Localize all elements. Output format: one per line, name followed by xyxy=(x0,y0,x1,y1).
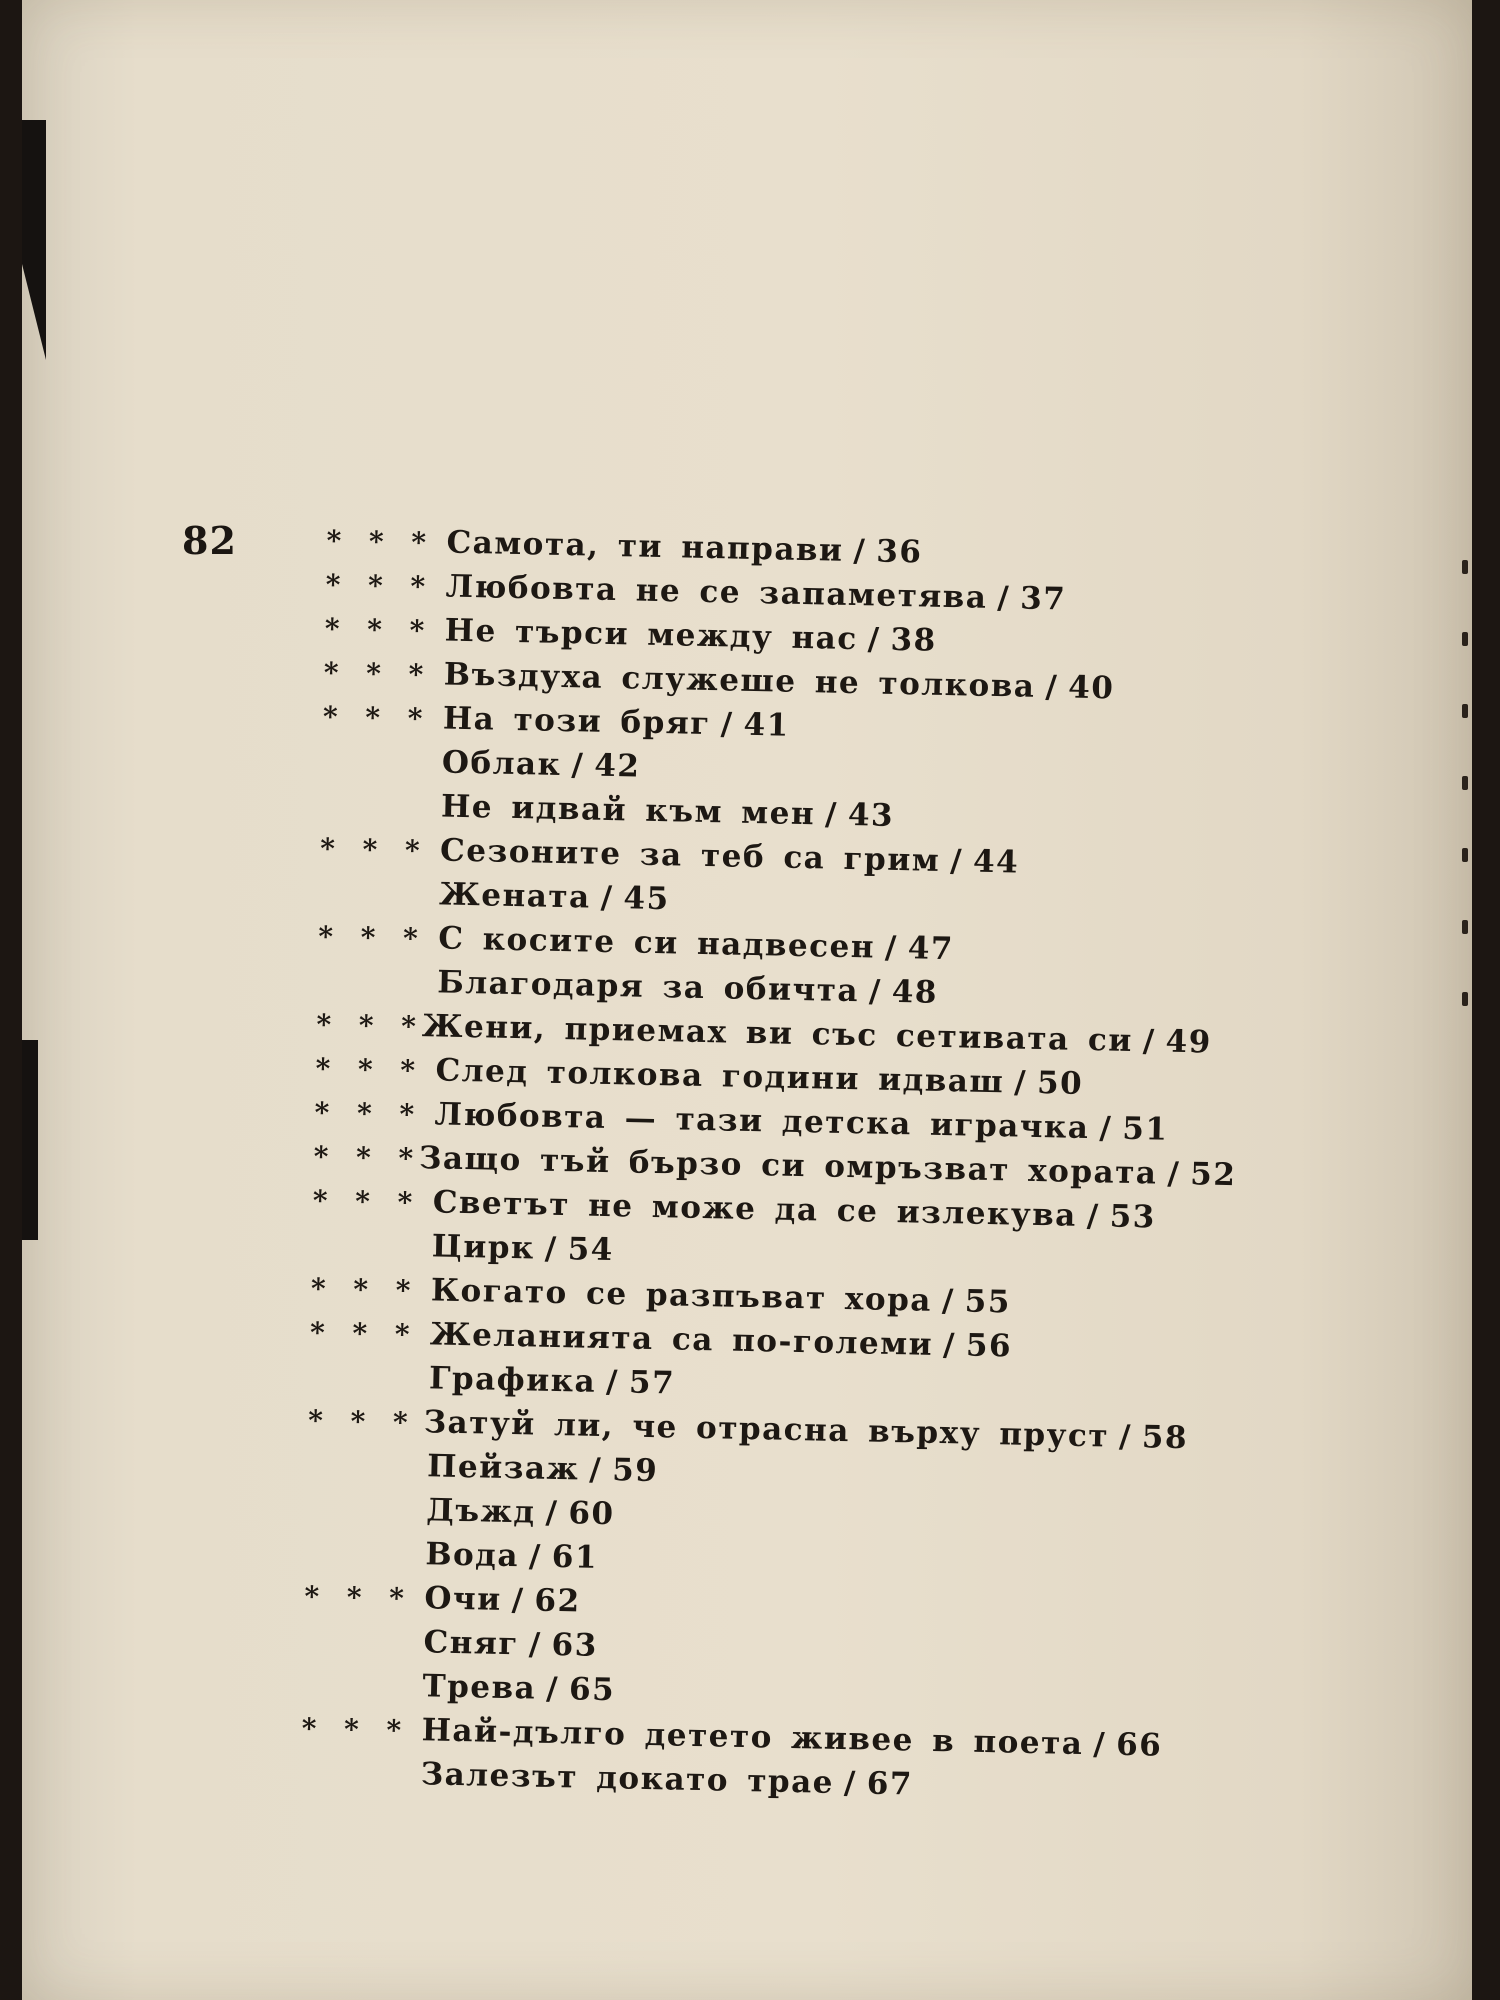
toc-entry-stars xyxy=(312,1254,432,1257)
toc-entry-page-number: 36 xyxy=(875,533,923,571)
toc-entry-separator: / xyxy=(1045,669,1059,706)
book-page xyxy=(22,0,1472,2000)
toc-entry-separator: / xyxy=(1167,1155,1181,1193)
toc-entry-title: Графика xyxy=(428,1360,597,1400)
toc-entry-title: Желанията са по-големи xyxy=(429,1316,934,1363)
toc-entry-title: Не идвай към мен xyxy=(440,788,816,833)
toc-entry-page-number: 51 xyxy=(1121,1110,1169,1148)
toc-entry-page-number: 54 xyxy=(567,1231,615,1269)
toc-entry-page-number: 60 xyxy=(568,1495,615,1533)
toc-entry-separator: / xyxy=(528,1538,543,1575)
toc-entry-separator: / xyxy=(511,1582,525,1619)
toc-entry-title: След толкова години идваш xyxy=(435,1052,1005,1101)
toc-entry-page-number: 53 xyxy=(1109,1198,1157,1236)
toc-entry-title: Не търси между нас xyxy=(444,612,859,658)
toc-entry-stars: * * * xyxy=(323,655,430,692)
toc-entry-title: Очи xyxy=(424,1580,503,1618)
toc-entry-title: Жената xyxy=(438,876,592,916)
toc-entry-title: Пейзаж xyxy=(426,1448,580,1488)
toc-entry-stars xyxy=(321,814,441,817)
toc-entry-stars: * * * xyxy=(324,611,431,648)
toc-entry-title: Дъжд xyxy=(425,1492,536,1531)
toc-entry-separator: / xyxy=(571,747,585,784)
toc-entry-separator: / xyxy=(1086,1198,1101,1235)
toc-entry-stars: * * * xyxy=(307,1403,414,1440)
toc-entry-title: На този бряг xyxy=(442,700,712,743)
toc-entry-page-number: 61 xyxy=(551,1538,599,1576)
toc-entry-stars: * * * xyxy=(304,1579,411,1615)
toc-entry-stars xyxy=(302,1694,422,1697)
page-number: 82 xyxy=(182,518,237,563)
toc-entry-title: Залезът докато трае xyxy=(420,1756,835,1801)
toc-entry-stars: * * * xyxy=(301,1711,408,1747)
left-edge-shadow xyxy=(22,120,46,360)
toc-entry-separator: / xyxy=(996,580,1011,617)
toc-entry-stars: * * * xyxy=(312,1183,419,1220)
toc-entry-title: Светът не може да се излекува xyxy=(432,1184,1078,1234)
toc-entry-stars xyxy=(301,1782,421,1785)
toc-entry-stars: * * * xyxy=(313,1139,420,1176)
toc-entry-stars xyxy=(322,770,442,773)
toc-entry-stars xyxy=(306,1518,426,1521)
toc-entry-title: Въздуха служеше не толкова xyxy=(443,656,1036,705)
toc-entry-stars: * * * xyxy=(317,919,425,956)
toc-entry-separator: / xyxy=(824,796,839,833)
toc-entry-page-number: 45 xyxy=(623,880,670,918)
toc-entry-separator: / xyxy=(545,1670,560,1708)
toc-entry-stars: * * * xyxy=(325,567,432,604)
toc-entry-stars xyxy=(307,1474,427,1477)
toc-entry-page-number: 38 xyxy=(890,621,938,659)
toc-entry-stars: * * * xyxy=(326,523,433,560)
toc-entry-stars xyxy=(305,1562,425,1565)
toc-entry-separator: / xyxy=(853,533,867,570)
toc-entry-page-number: 56 xyxy=(965,1327,1013,1365)
toc-entry-title: Любовта не се запаметява xyxy=(445,568,988,616)
toc-entry-page-number: 47 xyxy=(907,930,955,968)
toc-entry-stars: * * * xyxy=(315,1051,422,1088)
toc-entry-separator: / xyxy=(1118,1418,1133,1456)
toc-entry-page-number: 43 xyxy=(847,796,895,834)
toc-entry-title: Вода xyxy=(425,1536,520,1575)
toc-entry-separator: / xyxy=(884,929,899,967)
toc-entry-page-number: 55 xyxy=(964,1283,1012,1321)
toc-entry-stars: * * * xyxy=(316,1007,423,1044)
toc-entry-separator: / xyxy=(589,1451,603,1488)
toc-entry-stars: * * * xyxy=(309,1315,416,1352)
toc-entry-page-number: 48 xyxy=(891,973,939,1011)
toc-entry-page-number: 62 xyxy=(534,1582,581,1620)
toc-entry-title: С косите си надвесен xyxy=(437,920,876,966)
toc-entry-title: Сезоните за теб са грим xyxy=(439,832,941,879)
toc-entry-separator: / xyxy=(600,879,614,917)
toc-entry-separator: / xyxy=(1142,1023,1157,1060)
toc-entry-title: Жени, приемах ви със сетивата си xyxy=(421,1008,1134,1059)
toc-entry-page-number: 66 xyxy=(1115,1726,1163,1764)
toc-entry-separator: / xyxy=(720,706,734,743)
toc-entry-separator: / xyxy=(941,1283,956,1320)
toc-entry-title: Трева xyxy=(422,1668,537,1707)
toc-entry-page-number: 63 xyxy=(551,1626,599,1664)
toc-entry-separator: / xyxy=(528,1626,543,1663)
toc-entry-title: Самота, ти направи xyxy=(446,524,844,569)
toc-entry-page-number: 50 xyxy=(1036,1064,1084,1102)
toc-entry-stars xyxy=(317,990,437,993)
toc-entry-page-number: 40 xyxy=(1067,669,1115,707)
toc-entry-title: Защо тъй бързо си омръзват хората xyxy=(418,1140,1158,1192)
toc-entry-stars xyxy=(309,1386,429,1389)
toc-entry-stars: * * * xyxy=(322,699,429,736)
toc-entry-separator: / xyxy=(868,973,883,1010)
toc-entry-title: Когато се разпъват хора xyxy=(430,1272,933,1319)
toc-entry-page-number: 41 xyxy=(743,706,791,744)
toc-entry-page-number: 67 xyxy=(866,1765,914,1803)
toc-entry-title: Затуй ли, че отрасна върху пруст xyxy=(423,1404,1110,1455)
toc-entry-title: Благодаря за обичта xyxy=(437,964,860,1010)
toc-entry-stars: * * * xyxy=(314,1095,421,1132)
toc-entry-title: Цирк xyxy=(431,1228,536,1267)
toc-entry-separator: / xyxy=(1099,1110,1113,1147)
toc-entry-page-number: 37 xyxy=(1019,580,1067,618)
toc-entry-title: Любовта — тази детска играчка xyxy=(434,1096,1090,1147)
toc-entry-separator: / xyxy=(867,621,881,658)
toc-entry-title: Най-дълго детето живее в поета xyxy=(421,1712,1084,1763)
toc-entry-stars: * * * xyxy=(319,831,426,868)
toc-entry-title: Сняг xyxy=(423,1624,520,1663)
left-edge-shadow-lower xyxy=(22,1040,38,1240)
toc-entry-page-number: 59 xyxy=(611,1452,659,1490)
toc-entry-separator: / xyxy=(949,843,964,880)
toc-entry-page-number: 44 xyxy=(972,843,1020,881)
toc-entry-page-number: 65 xyxy=(568,1671,616,1709)
toc-entry-stars xyxy=(303,1650,423,1653)
toc-entry-page-number: 49 xyxy=(1165,1023,1213,1061)
toc-entry-stars xyxy=(319,902,439,905)
toc-entry-page-number: 52 xyxy=(1189,1156,1237,1194)
toc-entry-stars: * * * xyxy=(310,1271,417,1308)
toc-entry-separator: / xyxy=(605,1364,620,1401)
toc-entry-separator: / xyxy=(545,1494,559,1532)
toc-entry-page-number: 57 xyxy=(628,1364,676,1402)
toc-entry-separator: / xyxy=(942,1327,957,1364)
toc-entry-separator: / xyxy=(1092,1726,1107,1763)
toc-entry-page-number: 42 xyxy=(593,747,641,785)
table-of-contents xyxy=(300,522,1237,1816)
toc-entry-separator: / xyxy=(544,1230,559,1267)
toc-entry-page-number: 58 xyxy=(1141,1419,1189,1457)
right-edge-bleed-marks xyxy=(1454,560,1472,1020)
toc-entry-separator: / xyxy=(1013,1064,1028,1101)
toc-entry-separator: / xyxy=(843,1765,858,1802)
toc-entry-title: Облак xyxy=(441,744,562,783)
